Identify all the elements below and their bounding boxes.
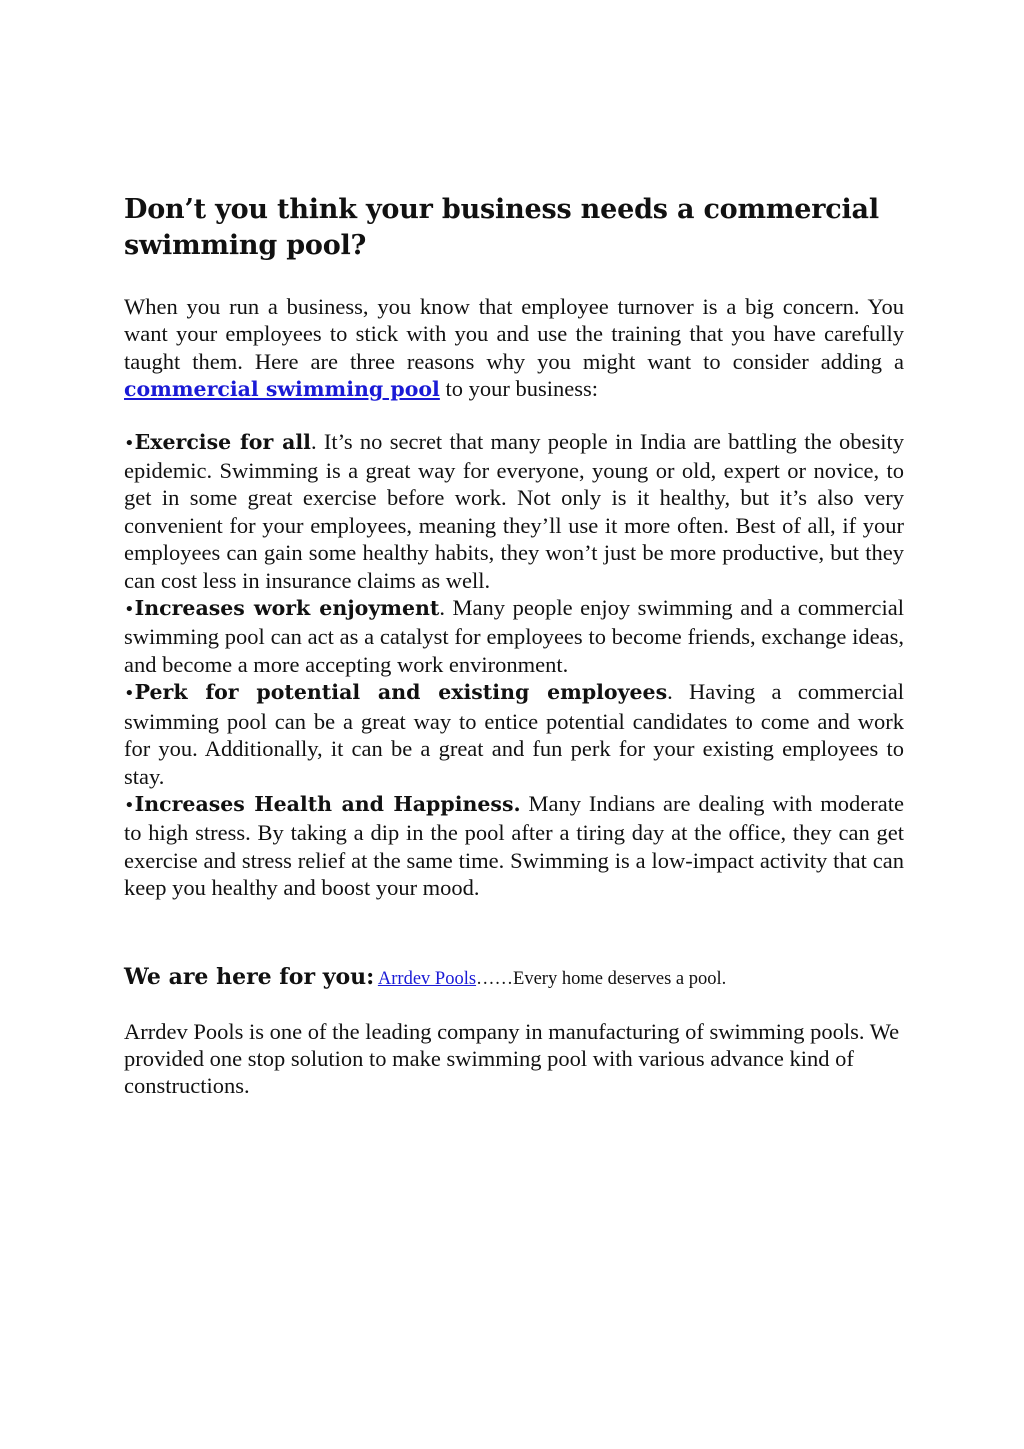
commercial-swimming-pool-link[interactable]: commercial swimming pool xyxy=(124,377,440,402)
document-page xyxy=(124,192,904,1122)
bullet-icon: • xyxy=(124,794,135,816)
bullet-text: . Many people enjoy swimming and a commercial swimming pool can act as a catalyst for employees to become friends, exchange ideas, and become a more accepting work environment. xyxy=(124,595,904,677)
intro-text-after: to your business: xyxy=(439,376,598,402)
closing-paragraph: Arrdev Pools is one of the leading company in manufacturing of swimming pools. We provided one stop solution to make swimming pool with various advance kind of constructions. xyxy=(124,1018,900,1099)
benefits-list xyxy=(124,428,904,902)
bullet-heading: Increases work enjoyment xyxy=(134,596,440,621)
intro-text-before: When you run a business, you know that employee turnover is a big concern. You want your employees to stick with you and use the training that you have carefully taught them. Here are three reasons why you might want to consider adding a xyxy=(124,294,904,374)
bullet-text: Many Indians are dealing with moderate to high stress. By taking a dip in the pool after a tiring day at the office, they can get exercise and stress relief at the same time. Swimming is a low-impact activity that can keep you healthy and boost your mood. xyxy=(124,790,904,901)
bullet-heading: Exercise for all xyxy=(134,429,311,454)
list-item xyxy=(124,678,904,790)
contact-line xyxy=(124,962,904,994)
list-item xyxy=(124,428,904,594)
bullet-icon: • xyxy=(124,599,135,621)
here-label: We are here for you: xyxy=(124,963,375,990)
page-title: Don’t you think your business needs a commercial swimming pool? xyxy=(124,194,879,261)
arrdev-pools-link[interactable]: Arrdev Pools xyxy=(377,968,477,989)
bullet-heading: Perk for potential and existing employees xyxy=(134,680,668,705)
tagline: ……Every home deserves a pool. xyxy=(476,968,727,989)
bullet-heading: Increases Health and Happiness. xyxy=(134,791,521,816)
bullet-text: . Having a commercial swimming pool can be a great way to entice potential candidates to come and work for you. Additionally, it can be a great and fun perk for your existing employees to stay. xyxy=(124,679,904,789)
bullet-text: . It’s no secret that many people in India are battling the obesity epidemic. Swimming is a great way for everyone, young or old, expert or novice, to get in some great exercise before work. Not only is it healthy, but it’s also very convenient for your employees, meaning they’ll use it more often. Best of all, if your employees can gain some healthy habits, they won’t just be more productive, but they can cost less in insurance claims as well. xyxy=(124,428,905,593)
list-item xyxy=(124,594,904,678)
list-item xyxy=(124,790,904,902)
intro-paragraph xyxy=(124,293,904,404)
bullet-icon: • xyxy=(124,432,135,454)
bullet-icon: • xyxy=(124,683,135,705)
